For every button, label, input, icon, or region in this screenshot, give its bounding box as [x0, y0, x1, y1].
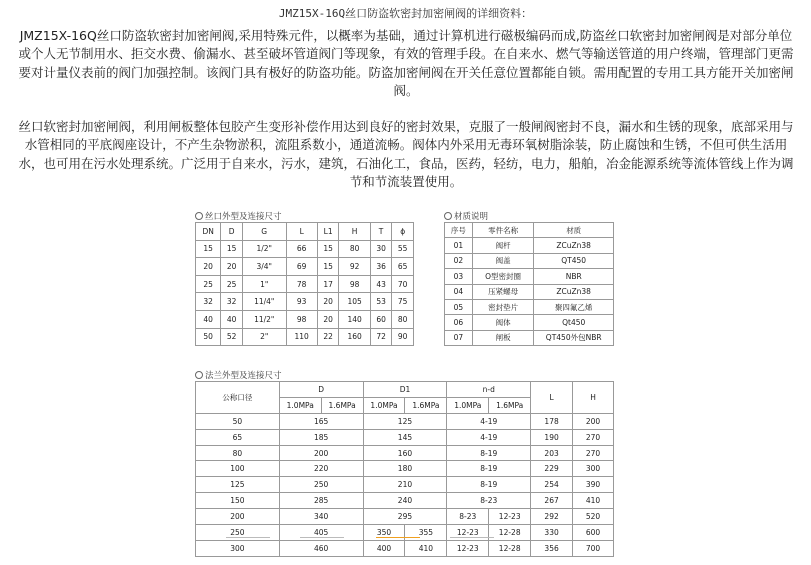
- table-cell: 267: [531, 493, 573, 509]
- flange-table-caption-text: 法兰外型及连接尺寸: [205, 371, 282, 381]
- table-cell: 70: [392, 275, 414, 293]
- table-row: [196, 477, 614, 493]
- table-cell: 20: [196, 258, 221, 276]
- table-cell: 04: [445, 284, 473, 299]
- table-cell: 15: [317, 258, 339, 276]
- table-cell: 300: [573, 461, 614, 477]
- table-cell: 200: [573, 413, 614, 429]
- table-cell: 25: [196, 275, 221, 293]
- table-cell: 240: [363, 493, 447, 509]
- table-row: [196, 429, 614, 445]
- table-cell: NBR: [534, 269, 614, 284]
- table-cell: 145: [363, 429, 447, 445]
- table-cell: 60: [370, 310, 392, 328]
- table-cell: 460: [279, 540, 363, 556]
- column-header: T: [370, 223, 392, 241]
- table-cell: 295: [363, 509, 447, 525]
- table-cell: 12-23: [447, 540, 489, 556]
- table-cell: 聚四氟乙烯: [534, 299, 614, 314]
- column-header: L: [286, 223, 317, 241]
- table-row: [196, 493, 614, 509]
- table-cell: 32: [196, 293, 221, 311]
- flange-table-caption: [195, 369, 282, 381]
- pressure-subheader: 1.0MPa: [279, 397, 321, 413]
- table-header-row: [445, 223, 614, 238]
- table-row: [196, 445, 614, 461]
- circle-bullet-icon: [195, 371, 203, 379]
- material-table: [444, 222, 614, 346]
- table-cell: 185: [279, 429, 363, 445]
- table-cell: 05: [445, 299, 473, 314]
- column-header-d: D: [279, 382, 363, 398]
- table-row: [445, 284, 614, 299]
- table-cell: 闸板: [472, 330, 534, 345]
- table-cell: 36: [370, 258, 392, 276]
- table-cell: 125: [363, 413, 447, 429]
- table-cell: 75: [392, 293, 414, 311]
- table-cell: 80: [196, 445, 280, 461]
- table-row: [445, 315, 614, 330]
- table-cell: 17: [317, 275, 339, 293]
- table-cell: 20: [317, 293, 339, 311]
- table-cell: 40: [221, 310, 243, 328]
- table-row: [196, 461, 614, 477]
- table-cell: Qt450: [534, 315, 614, 330]
- bottom-mark: [226, 537, 270, 538]
- table-cell: 160: [363, 445, 447, 461]
- table-cell: 250: [196, 525, 280, 541]
- table-cell: 1/2": [242, 240, 286, 258]
- table-cell: 4-19: [447, 413, 531, 429]
- column-header-nd: n-d: [447, 382, 531, 398]
- table-cell: 8-19: [447, 461, 531, 477]
- table-cell: 356: [531, 540, 573, 556]
- table-cell: 125: [196, 477, 280, 493]
- table-cell: 98: [286, 310, 317, 328]
- table-header-row: [196, 223, 414, 241]
- table-cell: 178: [531, 413, 573, 429]
- table-cell: 07: [445, 330, 473, 345]
- table-cell: 190: [531, 429, 573, 445]
- table-cell: 80: [392, 310, 414, 328]
- table-row: [196, 509, 614, 525]
- table-cell: 270: [573, 429, 614, 445]
- table-cell: 140: [339, 310, 370, 328]
- table-cell: 100: [196, 461, 280, 477]
- column-header-l: L: [531, 382, 573, 414]
- table-cell: ZCuZn38: [534, 238, 614, 253]
- table-cell: 80: [339, 240, 370, 258]
- pressure-subheader: 1.6MPa: [405, 397, 447, 413]
- table-cell: 254: [531, 477, 573, 493]
- table-cell: 350: [363, 525, 405, 541]
- table-cell: 400: [363, 540, 405, 556]
- table-cell: 密封垫片: [472, 299, 534, 314]
- table-cell: O型密封圈: [472, 269, 534, 284]
- thread-dimension-table: [195, 222, 414, 346]
- table-cell: 20: [221, 258, 243, 276]
- table-cell: 12-28: [489, 540, 531, 556]
- table-cell: 01: [445, 238, 473, 253]
- pressure-subheader: 1.6MPa: [321, 397, 363, 413]
- table-cell: 25: [221, 275, 243, 293]
- table-row: [196, 293, 414, 311]
- table-cell: 405: [279, 525, 363, 541]
- table-cell: 410: [573, 493, 614, 509]
- table-row: [196, 275, 414, 293]
- bottom-mark: [300, 537, 344, 538]
- table-cell: QT450: [534, 253, 614, 268]
- table-row: [196, 258, 414, 276]
- table-cell: 压紧螺母: [472, 284, 534, 299]
- table-cell: 53: [370, 293, 392, 311]
- column-header-d1: D1: [363, 382, 447, 398]
- table-row: [445, 330, 614, 345]
- column-header: 零件名称: [472, 223, 534, 238]
- material-table-caption-text: 材质说明: [454, 212, 489, 222]
- table-cell: 55: [392, 240, 414, 258]
- table-cell: 600: [573, 525, 614, 541]
- table-row: [196, 240, 414, 258]
- table-row: [196, 310, 414, 328]
- table-cell: 292: [531, 509, 573, 525]
- column-header: G: [242, 223, 286, 241]
- material-table-caption: [444, 210, 488, 222]
- table-cell: 43: [370, 275, 392, 293]
- table-row: [445, 238, 614, 253]
- column-header: 序号: [445, 223, 473, 238]
- table-cell: 阀杆: [472, 238, 534, 253]
- table-cell: 69: [286, 258, 317, 276]
- bottom-mark: [376, 537, 420, 538]
- intro-paragraph: JMZ15X-16Q丝口防盗软密封加密闸阀,采用特殊元件，以概率为基础，通过计算机进行磁极编码而成,防盗丝口软密封加密闸阀是对部分单位或个人无节制用水、拒交水费、偷漏水、甚至破坏管道阀门等现象，有效的管理手段。在自来水、燃气等输送管道的用户终端，管理部门更需要对计量仪表前的阀门加强控制。该阀门具有极好的防盗功能。防盗加密闸阀在开关任意位置都能自锁。需用配置的专用工具方能开关加密闸阀。: [18, 28, 794, 99]
- table-cell: 12-23: [489, 509, 531, 525]
- table-cell: 8-23: [447, 493, 531, 509]
- table-cell: 90: [392, 328, 414, 346]
- pressure-subheader: 1.0MPa: [363, 397, 405, 413]
- column-header: ϕ: [392, 223, 414, 241]
- table-cell: 8-23: [447, 509, 489, 525]
- table-cell: 220: [279, 461, 363, 477]
- table-cell: 22: [317, 328, 339, 346]
- table-cell: 98: [339, 275, 370, 293]
- feature-paragraph: 丝口软密封加密闸阀，利用闸板整体包胶产生变形补偿作用达到良好的密封效果，克服了一般闸阀密封不良，漏水和生锈的现象，底部采用与水管相同的平底阀座设计，不产生杂物淤积，流阻系数小，通道流畅。阀体内外采用无毒环氧树脂涂装，防止腐蚀和生锈，不但可供生活用水，也可用在污水处理系统。广泛用于自来水，污水，建筑，石油化工，食品，医药，轻纺，电力，船舶，冶金能源系统等流体管线上作为调节和节流装置使用。: [18, 119, 794, 190]
- column-header: L1: [317, 223, 339, 241]
- table-cell: 700: [573, 540, 614, 556]
- table-row: [445, 269, 614, 284]
- table-cell: 150: [196, 493, 280, 509]
- page-title: JMZ15X-16Q丝口防盗软密封加密闸阀的详细资料：: [278, 7, 533, 20]
- table-cell: 50: [196, 328, 221, 346]
- column-header-dn: 公称口径: [196, 382, 280, 414]
- table-row: [445, 253, 614, 268]
- table-cell: 410: [405, 540, 447, 556]
- table-cell: 12-28: [489, 525, 531, 541]
- column-header-h: H: [573, 382, 614, 414]
- table-cell: 180: [363, 461, 447, 477]
- table-cell: 阀盖: [472, 253, 534, 268]
- table-cell: 105: [339, 293, 370, 311]
- flange-dimension-table: [195, 381, 614, 557]
- table-row: [196, 413, 614, 429]
- table-cell: 8-19: [447, 445, 531, 461]
- table-cell: 12-23: [447, 525, 489, 541]
- table-cell: 520: [573, 509, 614, 525]
- table-cell: 15: [196, 240, 221, 258]
- table-cell: 1": [242, 275, 286, 293]
- table-cell: 203: [531, 445, 573, 461]
- table-cell: 3/4": [242, 258, 286, 276]
- table-cell: ZCuZn38: [534, 284, 614, 299]
- table-cell: 52: [221, 328, 243, 346]
- circle-bullet-icon: [195, 212, 203, 220]
- table-cell: 11/4": [242, 293, 286, 311]
- table-cell: 15: [317, 240, 339, 258]
- table-cell: 50: [196, 413, 280, 429]
- table-cell: 160: [339, 328, 370, 346]
- table-cell: 200: [279, 445, 363, 461]
- table-cell: 02: [445, 253, 473, 268]
- table-cell: 229: [531, 461, 573, 477]
- table-cell: QT450外包NBR: [534, 330, 614, 345]
- table-cell: 4-19: [447, 429, 531, 445]
- column-header: DN: [196, 223, 221, 241]
- table-cell: 15: [221, 240, 243, 258]
- bottom-mark: [450, 537, 494, 538]
- table-cell: 390: [573, 477, 614, 493]
- table-cell: 11/2": [242, 310, 286, 328]
- table-cell: 8-19: [447, 477, 531, 493]
- pressure-subheader: 1.6MPa: [489, 397, 531, 413]
- dn-table-caption: [195, 210, 282, 222]
- table-cell: 阀体: [472, 315, 534, 330]
- pressure-subheader: 1.0MPa: [447, 397, 489, 413]
- table-cell: 165: [279, 413, 363, 429]
- table-cell: 03: [445, 269, 473, 284]
- table-cell: 40: [196, 310, 221, 328]
- table-cell: 65: [392, 258, 414, 276]
- table-cell: 66: [286, 240, 317, 258]
- column-header: 材质: [534, 223, 614, 238]
- table-cell: 200: [196, 509, 280, 525]
- table-row: [196, 525, 614, 541]
- table-cell: 06: [445, 315, 473, 330]
- circle-bullet-icon: [444, 212, 452, 220]
- table-cell: 32: [221, 293, 243, 311]
- column-header: H: [339, 223, 370, 241]
- table-cell: 65: [196, 429, 280, 445]
- table-cell: 20: [317, 310, 339, 328]
- table-cell: 270: [573, 445, 614, 461]
- table-header-row: [196, 382, 614, 398]
- dn-table-caption-text: 丝口外型及连接尺寸: [205, 212, 282, 222]
- table-cell: 340: [279, 509, 363, 525]
- table-cell: 110: [286, 328, 317, 346]
- table-cell: 210: [363, 477, 447, 493]
- table-cell: 92: [339, 258, 370, 276]
- table-row: [445, 299, 614, 314]
- table-cell: 2": [242, 328, 286, 346]
- table-row: [196, 328, 414, 346]
- table-cell: 30: [370, 240, 392, 258]
- table-cell: 355: [405, 525, 447, 541]
- table-cell: 285: [279, 493, 363, 509]
- table-cell: 72: [370, 328, 392, 346]
- table-row: [196, 540, 614, 556]
- table-cell: 78: [286, 275, 317, 293]
- column-header: D: [221, 223, 243, 241]
- table-cell: 330: [531, 525, 573, 541]
- table-cell: 300: [196, 540, 280, 556]
- table-cell: 93: [286, 293, 317, 311]
- table-cell: 250: [279, 477, 363, 493]
